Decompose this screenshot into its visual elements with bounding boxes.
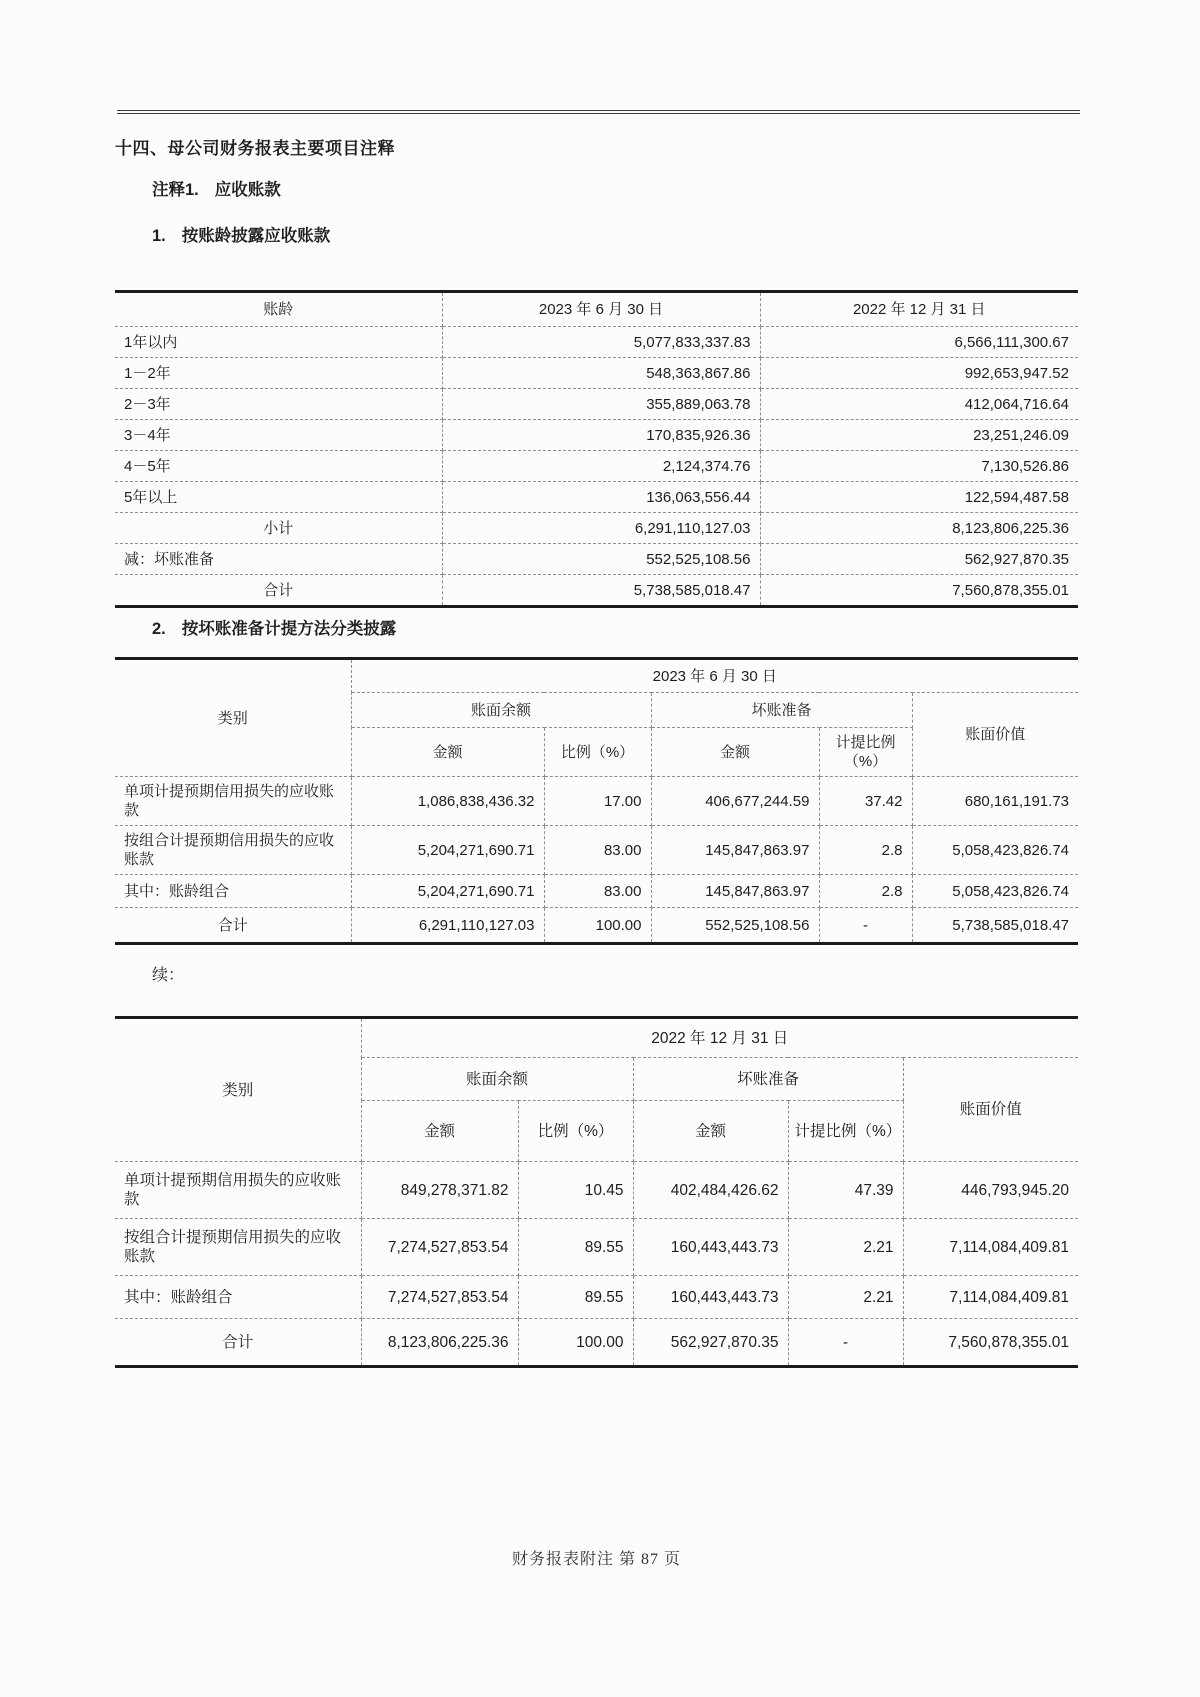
amount-cell: 7,274,527,853.54: [361, 1276, 518, 1319]
provision-amount-cell: 160,443,443.73: [633, 1276, 788, 1319]
page-header-rule: [117, 110, 1080, 114]
row-label: 4－5年: [115, 451, 442, 482]
provision-ratio-header: 计提比例（%）: [788, 1101, 903, 1162]
table-row: [115, 826, 1078, 875]
value-2023: 170,835,926.36: [442, 420, 760, 451]
total-row: [115, 575, 1078, 607]
table-row: [115, 1219, 1078, 1276]
period-header-row: [115, 659, 1078, 693]
row-label: 5年以上: [115, 482, 442, 513]
category-cell: 其中：账龄组合: [115, 875, 351, 908]
provision-amount-cell: 160,443,443.73: [633, 1219, 788, 1276]
table-row: [115, 482, 1078, 513]
table-row: [115, 544, 1078, 575]
table-row: [115, 327, 1078, 358]
ratio-header: 比例（%）: [518, 1101, 633, 1162]
provision-amount-cell: 402,484,426.62: [633, 1162, 788, 1219]
category-cell: 单项计提预期信用损失的应收账款: [115, 777, 351, 826]
amount-header: 金额: [633, 1101, 788, 1162]
period-header: 2022 年 12 月 31 日: [361, 1018, 1078, 1058]
category-cell: 按组合计提预期信用损失的应收账款: [115, 1219, 361, 1276]
value-2022: 562,927,870.35: [760, 544, 1078, 575]
note-heading-title: 应收账款: [214, 181, 281, 199]
aging-table: [115, 290, 1078, 608]
row-label: 减：坏账准备: [115, 544, 442, 575]
value-2022: 7,130,526.86: [760, 451, 1078, 482]
book-value-cell: 680,161,191.73: [912, 777, 1078, 826]
category-cell: 其中：账龄组合: [115, 1276, 361, 1319]
book-value-cell: 7,114,084,409.81: [903, 1219, 1078, 1276]
aging-table-header-row: [115, 292, 1078, 327]
book-value-header: 账面价值: [903, 1058, 1078, 1162]
category-cell: 合计: [115, 1319, 361, 1367]
value-2023: 2,124,374.76: [442, 451, 760, 482]
table-row: [115, 1162, 1078, 1219]
amount-header: 金额: [651, 728, 819, 777]
provision-ratio-cell: 2.21: [788, 1219, 903, 1276]
book-value-header: 账面价值: [912, 693, 1078, 777]
table-row: [115, 1276, 1078, 1319]
table-row: [115, 451, 1078, 482]
row-label: 1年以内: [115, 327, 442, 358]
table-row: [115, 389, 1078, 420]
provision-ratio-cell: 2.8: [819, 826, 912, 875]
bad-debt-provision-header: 坏账准备: [633, 1058, 903, 1101]
amount-cell: 8,123,806,225.36: [361, 1319, 518, 1367]
total-row: [115, 908, 1078, 944]
amount-cell: 1,086,838,436.32: [351, 777, 544, 826]
table-row: [115, 875, 1078, 908]
page-footer: 财务报表附注 第 87 页: [511, 1551, 681, 1568]
bad-debt-provision-header: 坏账准备: [651, 693, 912, 728]
book-value-cell: 5,058,423,826.74: [912, 875, 1078, 908]
ratio-cell: 17.00: [544, 777, 651, 826]
category-col-header: 类别: [115, 1018, 361, 1162]
value-2023: 552,525,108.56: [442, 544, 760, 575]
period-header: 2023 年 6 月 30 日: [351, 659, 1078, 693]
value-2022: 412,064,716.64: [760, 389, 1078, 420]
book-value-cell: 446,793,945.20: [903, 1162, 1078, 1219]
period-header-row: [115, 1018, 1078, 1058]
row-label: 2－3年: [115, 389, 442, 420]
value-2022: 122,594,487.58: [760, 482, 1078, 513]
amount-header: 金额: [361, 1101, 518, 1162]
amount-header: 金额: [351, 728, 544, 777]
subsection-2-number: 2.: [152, 620, 166, 638]
ratio-cell: 100.00: [518, 1319, 633, 1367]
row-label: 3－4年: [115, 420, 442, 451]
category-col-header: 类别: [115, 659, 351, 777]
ratio-header: 比例（%）: [544, 728, 651, 777]
note-heading: [152, 176, 281, 200]
value-2023: 136,063,556.44: [442, 482, 760, 513]
value-2023: 5,738,585,018.47: [442, 575, 760, 607]
provision-ratio-cell: -: [819, 908, 912, 944]
provision-amount-cell: 406,677,244.59: [651, 777, 819, 826]
section-title: 十四、母公司财务报表主要项目注释: [115, 139, 395, 158]
provision-amount-cell: 552,525,108.56: [651, 908, 819, 944]
row-label: 合计: [115, 575, 442, 607]
provision-amount-cell: 562,927,870.35: [633, 1319, 788, 1367]
provision-ratio-cell: 2.21: [788, 1276, 903, 1319]
provision-amount-cell: 145,847,863.97: [651, 875, 819, 908]
value-2022: 7,560,878,355.01: [760, 575, 1078, 607]
date-2023-col-header: 2023 年 6 月 30 日: [442, 292, 760, 327]
table-row: [115, 420, 1078, 451]
provision-ratio-cell: 2.8: [819, 875, 912, 908]
provision-ratio-cell: 37.42: [819, 777, 912, 826]
provision-amount-cell: 145,847,863.97: [651, 826, 819, 875]
row-label: 1－2年: [115, 358, 442, 389]
book-value-cell: 7,560,878,355.01: [903, 1319, 1078, 1367]
continued-label: 续：: [152, 967, 185, 984]
amount-cell: 7,274,527,853.54: [361, 1219, 518, 1276]
table-row: [115, 777, 1078, 826]
ratio-cell: 100.00: [544, 908, 651, 944]
book-balance-header: 账面余额: [361, 1058, 633, 1101]
value-2022: 6,566,111,300.67: [760, 327, 1078, 358]
value-2022: 8,123,806,225.36: [760, 513, 1078, 544]
category-cell: 单项计提预期信用损失的应收账款: [115, 1162, 361, 1219]
category-cell: 按组合计提预期信用损失的应收账款: [115, 826, 351, 875]
book-balance-header: 账面余额: [351, 693, 651, 728]
value-2023: 6,291,110,127.03: [442, 513, 760, 544]
amount-cell: 849,278,371.82: [361, 1162, 518, 1219]
ratio-cell: 89.55: [518, 1219, 633, 1276]
provision-ratio-cell: -: [788, 1319, 903, 1367]
ratio-cell: 89.55: [518, 1276, 633, 1319]
value-2023: 548,363,867.86: [442, 358, 760, 389]
ratio-cell: 83.00: [544, 826, 651, 875]
note-heading-number: 注释1.: [152, 181, 199, 199]
ratio-cell: 83.00: [544, 875, 651, 908]
amount-cell: 5,204,271,690.71: [351, 875, 544, 908]
category-cell: 合计: [115, 908, 351, 944]
table-row: [115, 358, 1078, 389]
subsection-2-title: 按坏账准备计提方法分类披露: [181, 620, 397, 638]
provision-ratio-header: 计提比例（%）: [819, 728, 912, 777]
provision-ratio-cell: 47.39: [788, 1162, 903, 1219]
subtotal-row: [115, 513, 1078, 544]
total-row: [115, 1319, 1078, 1367]
date-2022-col-header: 2022 年 12 月 31 日: [760, 292, 1078, 327]
book-value-cell: 5,058,423,826.74: [912, 826, 1078, 875]
provision-table-2023: [115, 657, 1078, 945]
value-2022: 992,653,947.52: [760, 358, 1078, 389]
subsection-1-number: 1.: [152, 227, 166, 245]
value-2022: 23,251,246.09: [760, 420, 1078, 451]
subsection-2-heading: [152, 615, 396, 639]
subsection-1-title: 按账龄披露应收账款: [181, 227, 331, 245]
book-value-cell: 7,114,084,409.81: [903, 1276, 1078, 1319]
aging-col-header: 账龄: [115, 292, 442, 327]
book-value-cell: 5,738,585,018.47: [912, 908, 1078, 944]
row-label: 小计: [115, 513, 442, 544]
ratio-cell: 10.45: [518, 1162, 633, 1219]
subsection-1-heading: [152, 222, 330, 246]
amount-cell: 6,291,110,127.03: [351, 908, 544, 944]
value-2023: 5,077,833,337.83: [442, 327, 760, 358]
provision-table-2022: [115, 1016, 1078, 1368]
amount-cell: 5,204,271,690.71: [351, 826, 544, 875]
value-2023: 355,889,063.78: [442, 389, 760, 420]
